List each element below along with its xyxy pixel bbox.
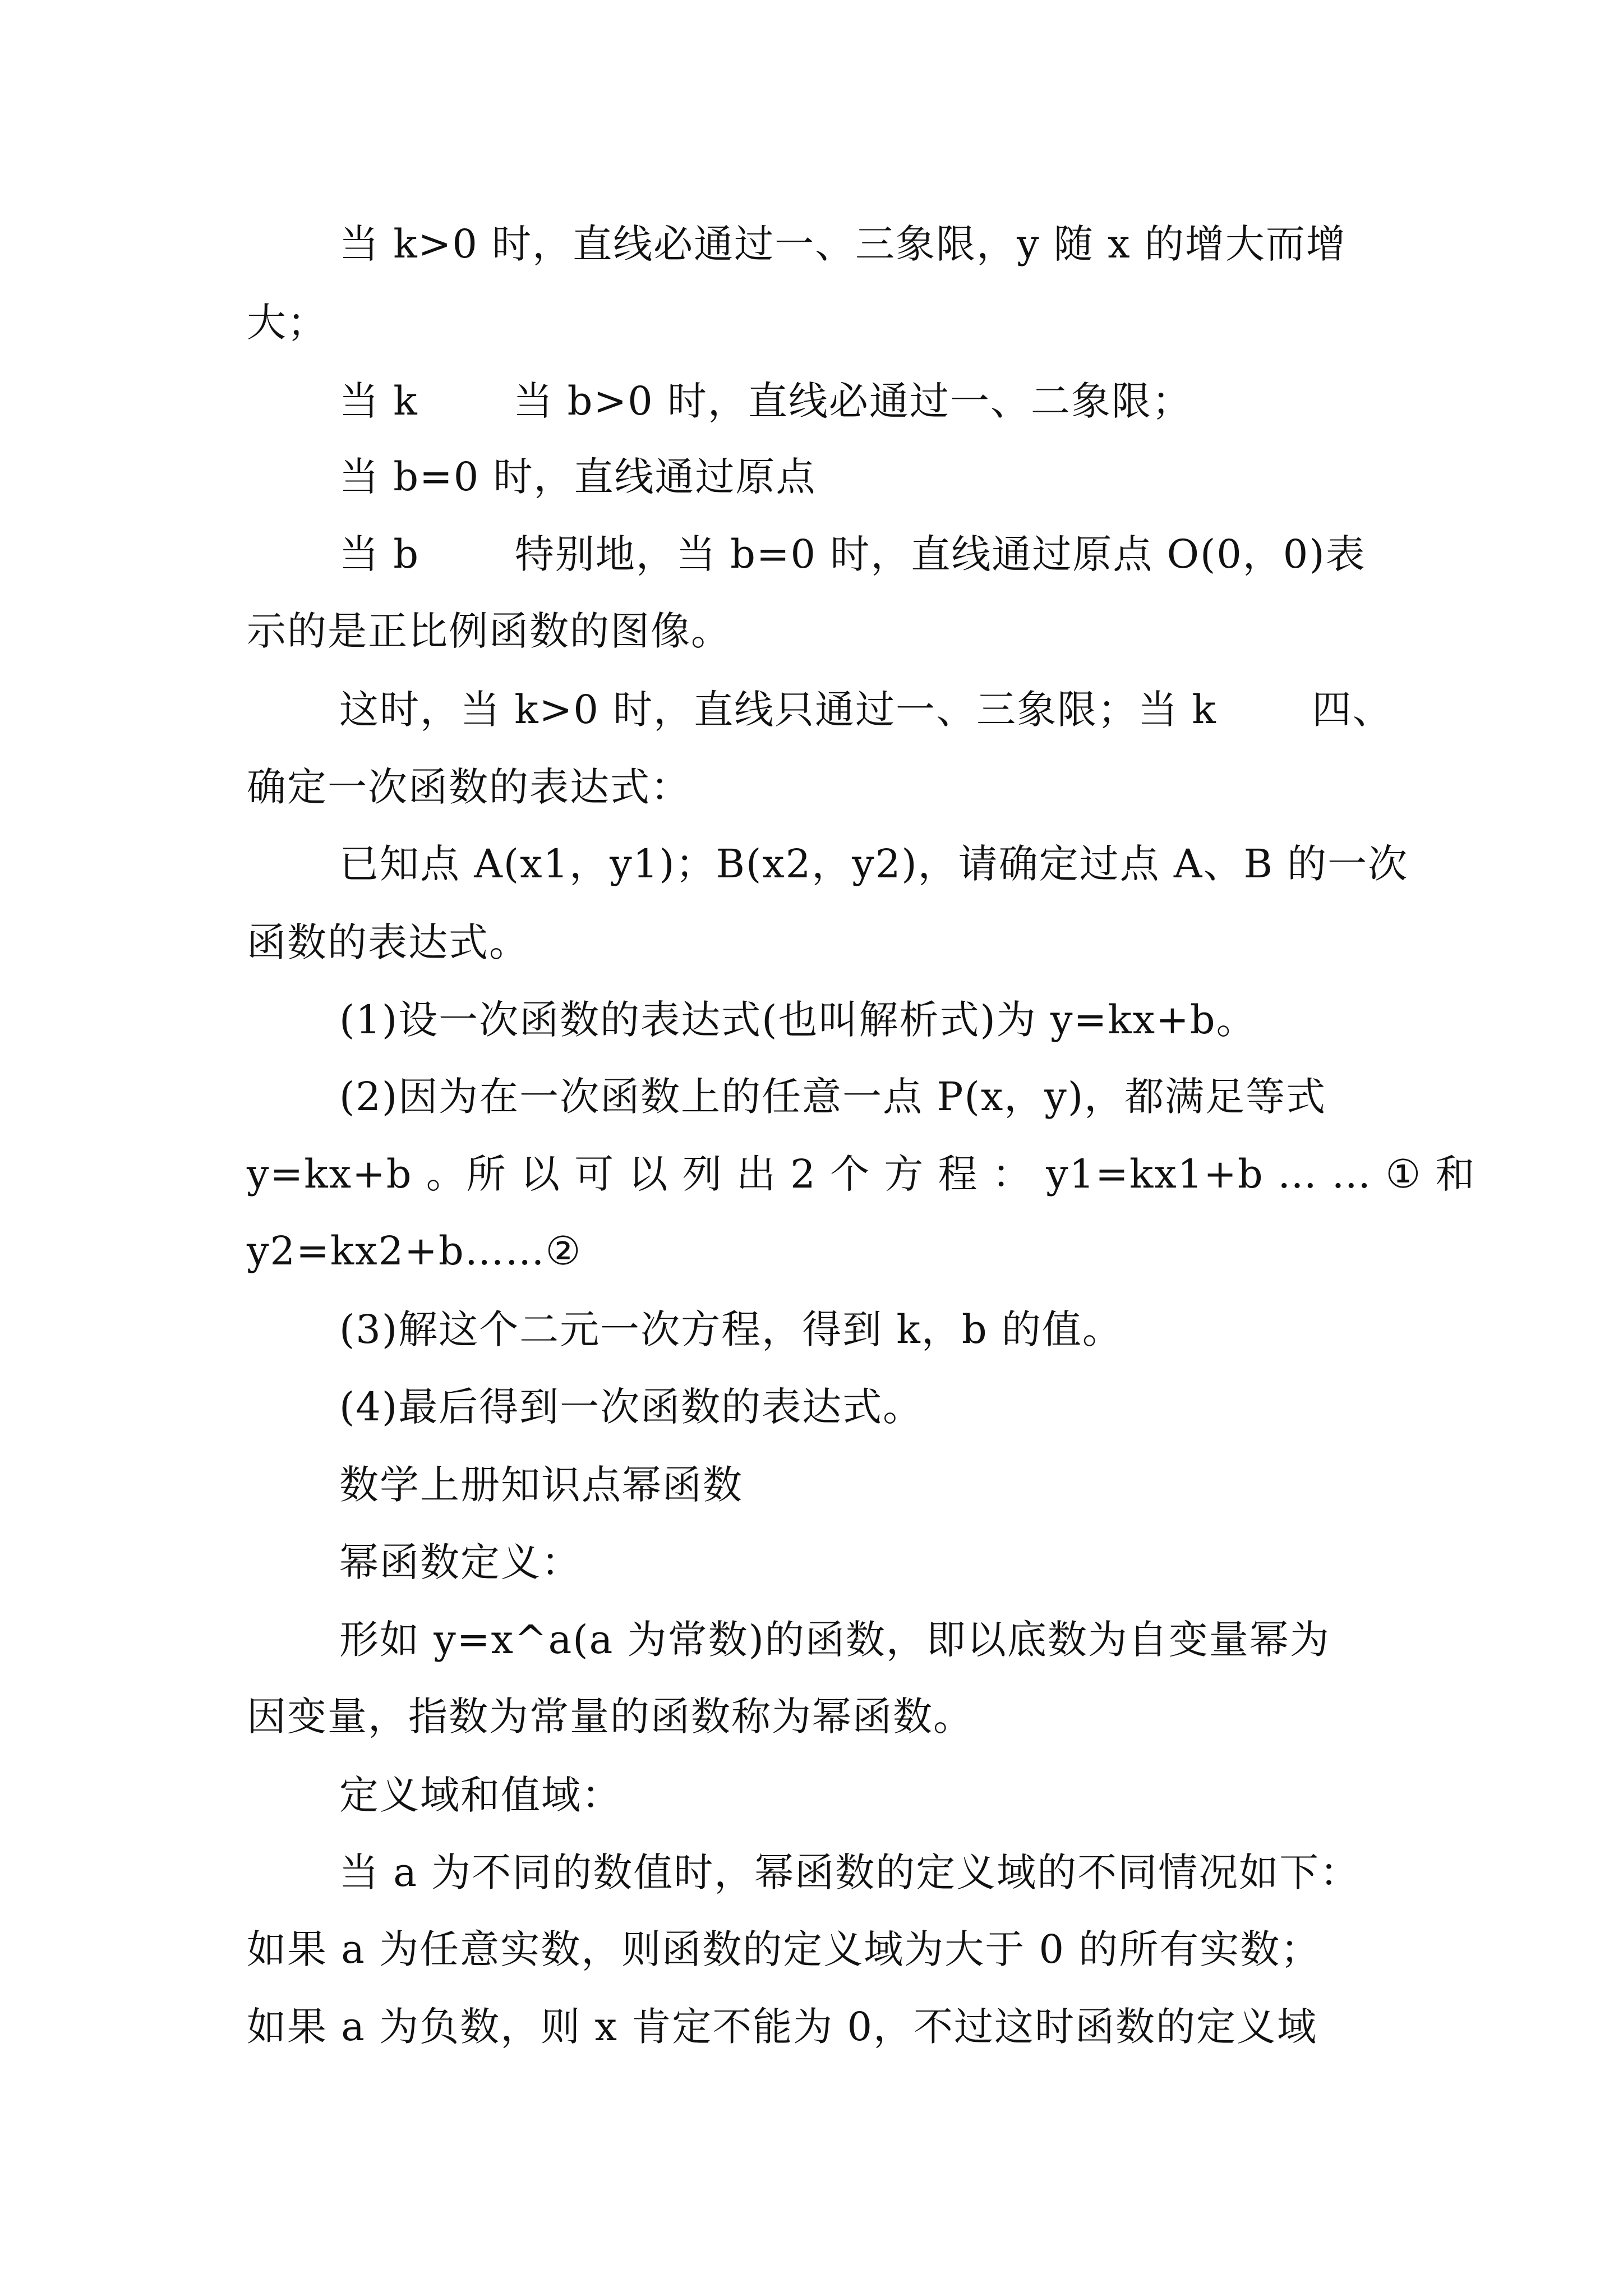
text-line: 当 k>0 时，直线必通过一、三象限，y 随 x 的增大而增 — [339, 221, 1347, 267]
text-line: 这时，当 k>0 时，直线只通过一、三象限；当 k 四、 — [339, 687, 1393, 733]
text-line: 因变量，指数为常量的函数称为幂函数。 — [247, 1694, 974, 1740]
text-line: y2=kx2+b……② — [247, 1228, 582, 1274]
text-line: 示的是正比例函数的图像。 — [247, 608, 731, 654]
text-line: 确定一次函数的表达式： — [247, 764, 691, 810]
section-heading: 数学上册知识点幂函数 — [339, 1462, 743, 1508]
text-line: 定义域和值域： — [339, 1772, 622, 1818]
text-line: 幂函数定义： — [339, 1539, 582, 1585]
text-line: 当 a 为不同的数值时，幂函数的定义域的不同情况如下： — [339, 1849, 1361, 1895]
text-line: 大； — [247, 300, 328, 346]
text-line: 如果 a 为负数，则 x 肯定不能为 0，不过这时函数的定义域 — [247, 2004, 1318, 2050]
text-line: 当 b 特别地，当 b=0 时，直线通过原点 O(0，0)表 — [339, 531, 1366, 577]
text-line: 当 k 当 b>0 时，直线必通过一、二象限； — [339, 378, 1192, 424]
text-line: 当 b=0 时，直线通过原点 — [339, 454, 817, 500]
text-line: (4)最后得到一次函数的表达式。 — [339, 1384, 924, 1430]
text-line: (3)解这个二元一次方程，得到 k，b 的值。 — [339, 1306, 1123, 1352]
text-line: 函数的表达式。 — [247, 919, 529, 965]
text-line: 如果 a 为任意实数，则函数的定义域为大于 0 的所有实数； — [247, 1926, 1321, 1972]
text-line: 已知点 A(x1，y1)；B(x2，y2)，请确定过点 A、B 的一次 — [339, 841, 1409, 887]
text-line: (2)因为在一次函数上的任意一点 P(x，y)，都满足等式 — [339, 1074, 1327, 1120]
text-line: (1)设一次函数的表达式(也叫解析式)为 y=kx+b。 — [339, 997, 1257, 1043]
text-line: y=kx+b 。所 以 可 以 列 出 2 个 方 程 ： y1=kx1+b … … ① 和 — [247, 1151, 1476, 1197]
text-line: 形如 y=x^a(a 为常数)的函数，即以底数为自变量幂为 — [339, 1617, 1330, 1663]
